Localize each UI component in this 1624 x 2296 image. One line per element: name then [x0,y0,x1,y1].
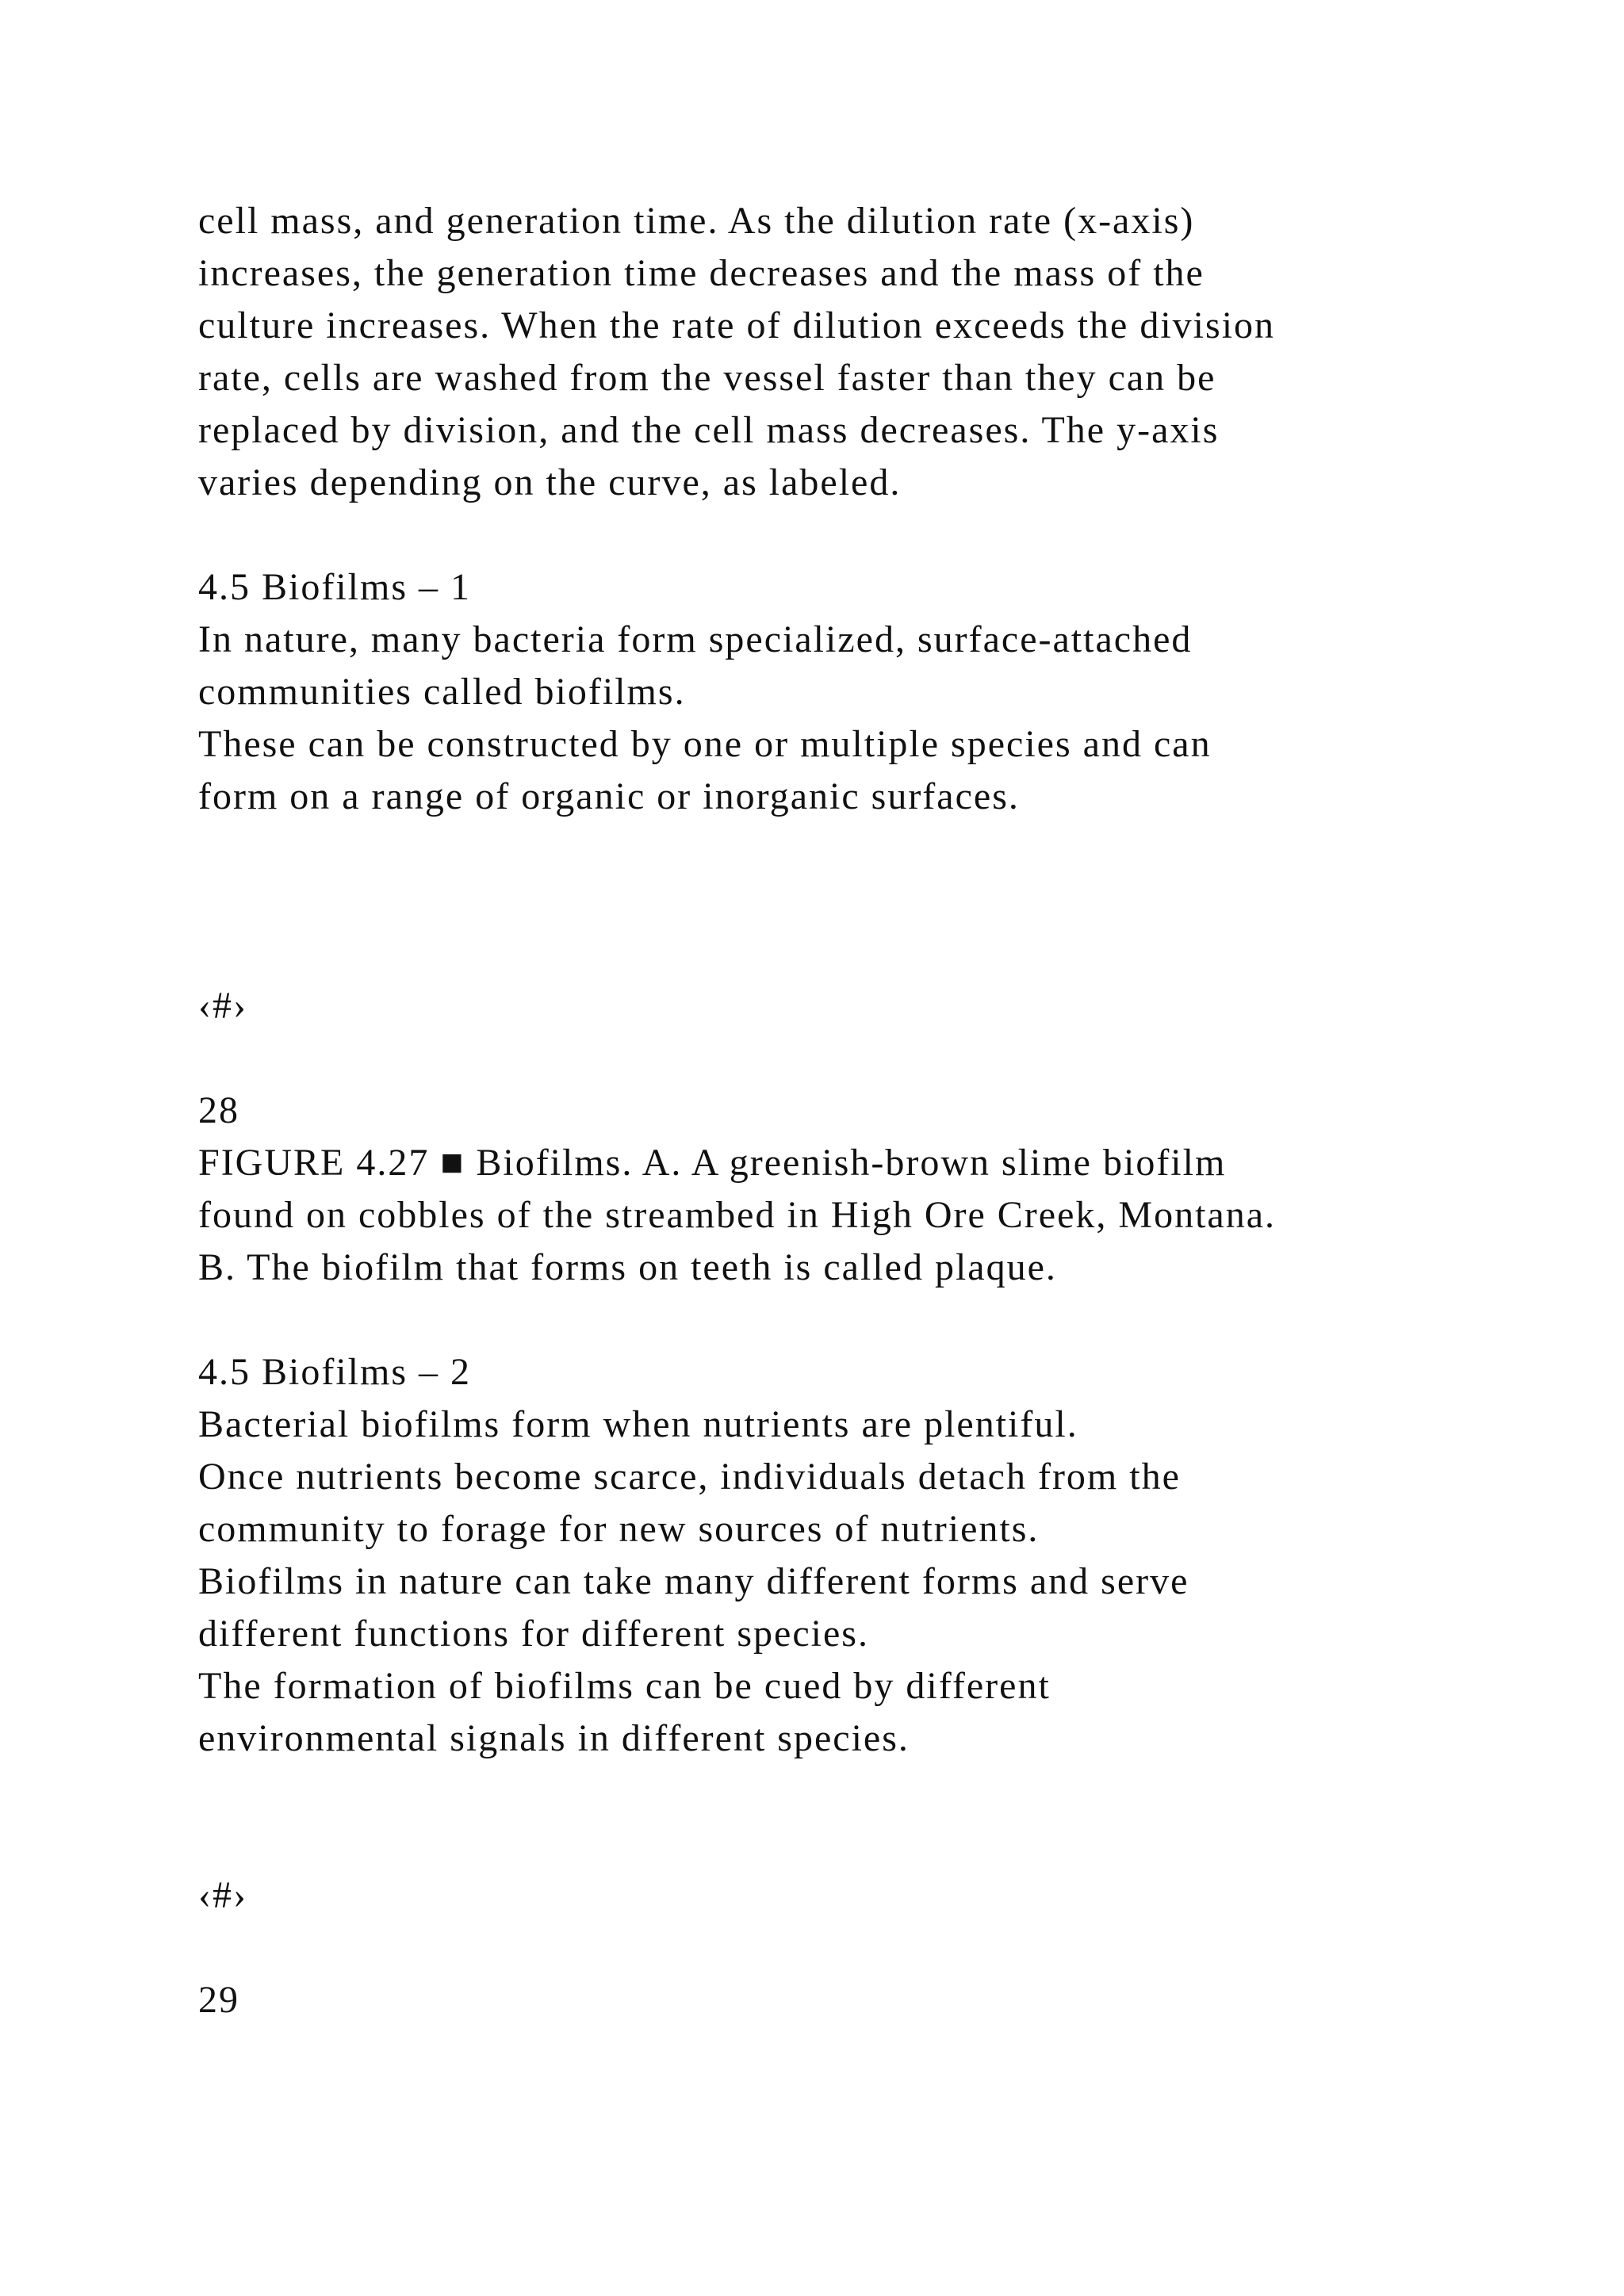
blank-line [198,1765,1546,1817]
document-text [198,195,1546,2026]
body-text-line: The formation of biofilms can be cued by different [198,1665,1051,1707]
body-text-line: varies depending on the curve, as labeled. [198,461,902,503]
body-text-line: Bacterial biofilms form when nutrients are plentiful. [198,1403,1078,1445]
body-text-line: culture increases. When the rate of dilution exceeds the division [198,304,1276,346]
body-text-line: Once nutrients become scarce, individuals detach from the [198,1456,1181,1498]
blank-line [198,1032,1546,1085]
body-text-line: environmental signals in different species. [198,1717,910,1759]
body-text-line: form on a range of organic or inorganic surfaces. [198,775,1020,817]
blank-line [198,875,1546,928]
blank-line [198,509,1546,561]
slide-marker: ‹#› [198,985,247,1027]
body-text-line: In nature, many bacteria form specialized, surface-attached [198,618,1193,660]
body-text-line: Biofilms in nature can take many different forms and serve [198,1560,1189,1602]
slide-number: 28 [198,1089,239,1131]
body-text-line: community to forage for new sources of nutrients. [198,1508,1040,1550]
blank-line [198,1817,1546,1869]
blank-line [198,1294,1546,1346]
slide-number: 29 [198,1979,239,2021]
body-text-line: cell mass, and generation time. As the dilution rate (x-axis) [198,200,1195,242]
figure-caption-line: FIGURE 4.27 ■ Biofilms. A. A greenish-brown slime biofilm [198,1142,1227,1184]
figure-caption-line: B. The biofilm that forms on teeth is called plaque. [198,1246,1057,1288]
section-heading: 4.5 Biofilms – 2 [198,1351,472,1393]
body-text-line: replaced by division, and the cell mass decreases. The y-axis [198,409,1220,451]
blank-line [198,1922,1546,1974]
body-text-line: increases, the generation time decreases and the mass of the [198,252,1205,294]
slide-marker: ‹#› [198,1874,247,1916]
body-text-line: rate, cells are washed from the vessel faster than they can be [198,357,1216,399]
body-text-line: These can be constructed by one or multiple species and can [198,723,1212,765]
figure-caption-line: found on cobbles of the streambed in High Ore Creek, Montana. [198,1194,1277,1236]
section-heading: 4.5 Biofilms – 1 [198,566,472,608]
blank-line [198,928,1546,980]
blank-line [198,823,1546,875]
body-text-line: different functions for different species. [198,1613,869,1655]
body-text-line: communities called biofilms. [198,671,686,713]
